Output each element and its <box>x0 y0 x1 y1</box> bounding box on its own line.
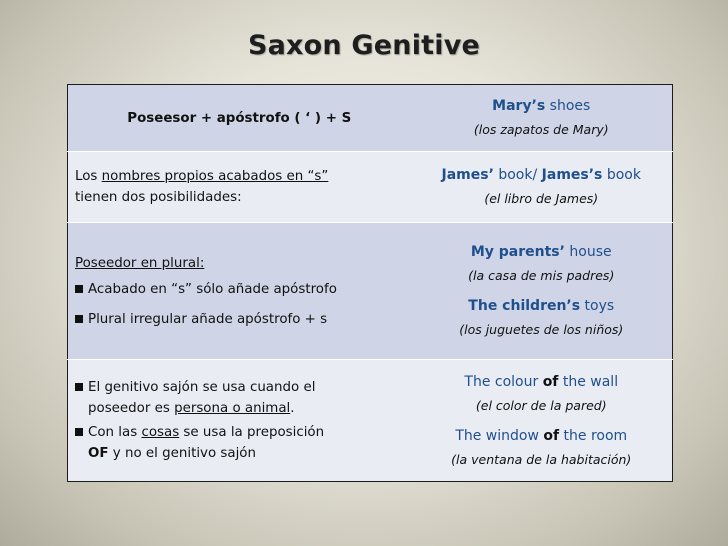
example-rest: the room <box>559 427 628 444</box>
possessed-word: house <box>564 244 612 260</box>
list-item-text: . <box>290 401 295 416</box>
example-cell <box>411 223 673 360</box>
list-item-continuation <box>75 443 407 464</box>
rule-underlined: nombres propios acabados en “s” <box>101 169 329 184</box>
example-phrase <box>411 426 673 446</box>
possessed-word: toys <box>580 298 615 314</box>
example-translation: (el color de la pared) <box>475 397 607 413</box>
header-rule-cell <box>68 85 411 152</box>
rule-prefix: Los <box>75 169 102 184</box>
list-item <box>75 377 407 398</box>
list-item-text: Plural irregular añade apóstrofo + s <box>88 311 328 327</box>
rule-line-2: tienen dos posibilidades: <box>75 190 242 205</box>
bullet-icon <box>75 383 83 391</box>
list-item <box>75 279 407 300</box>
header-rule-text: Poseesor + apóstrofo ( ‘ ) + S <box>127 110 352 126</box>
example-translation: (la casa de mis padres) <box>468 268 615 283</box>
example-translation: (los juguetes de los niños) <box>459 322 624 337</box>
bullet-icon <box>75 428 83 436</box>
preposition-of: of <box>542 373 559 390</box>
table-row <box>68 360 673 482</box>
list-item-text: Con las <box>88 425 142 440</box>
possessed-word: book <box>602 167 641 183</box>
possessed-word: shoes <box>545 98 591 114</box>
example-phrase <box>411 242 673 262</box>
list-item-underlined: persona o animal <box>174 401 291 416</box>
list-item <box>75 309 407 330</box>
list-item-underlined: cosas <box>141 425 180 440</box>
bullet-icon <box>75 315 83 323</box>
rule-heading: Poseedor en plural: <box>75 255 205 271</box>
example-phrase <box>411 296 673 316</box>
example-phrase <box>411 165 673 185</box>
list-item-text: Acabado en “s” sólo añade apóstrofo <box>88 281 337 297</box>
genitive-table <box>67 84 673 482</box>
example-pre: The colour <box>464 373 543 390</box>
example-pre: The window <box>455 427 544 444</box>
possessor-word-alt: James’s <box>541 167 603 183</box>
list-item-text: El genitivo sajón se usa cuando el <box>88 380 316 395</box>
example-mid: book/ <box>493 167 542 183</box>
list-item-text: poseedor es <box>88 401 175 416</box>
list-item-text: y no el genitivo sajón <box>108 446 256 461</box>
example-rest: the wall <box>558 373 619 390</box>
rule-cell <box>68 223 411 360</box>
possessor-word: James’ <box>441 167 494 183</box>
list-item-continuation <box>75 398 407 419</box>
preposition-of: OF <box>88 446 109 461</box>
bullet-icon <box>75 285 83 293</box>
table-row <box>68 223 673 360</box>
example-phrase <box>411 96 673 116</box>
possessor-word: The children’s <box>468 298 581 314</box>
rule-cell <box>68 360 411 482</box>
example-cell <box>411 152 673 223</box>
table-row <box>68 85 673 152</box>
possessor-word: Mary’s <box>492 98 546 114</box>
example-cell <box>411 360 673 482</box>
table-row <box>68 152 673 223</box>
page-title: Saxon Genitive <box>247 30 481 61</box>
example-cell <box>411 85 673 152</box>
example-translation: (la ventana de la habitación) <box>451 451 632 467</box>
list-item <box>75 422 407 443</box>
rule-line <box>75 166 407 187</box>
example-phrase <box>411 372 673 392</box>
example-translation: (el libro de James) <box>484 191 599 206</box>
example-translation: (los zapatos de Mary) <box>473 122 609 137</box>
preposition-of: of <box>543 427 560 444</box>
possessor-word: My parents’ <box>470 244 565 260</box>
rule-cell <box>68 152 411 223</box>
list-item-text: se usa la preposición <box>179 425 325 440</box>
